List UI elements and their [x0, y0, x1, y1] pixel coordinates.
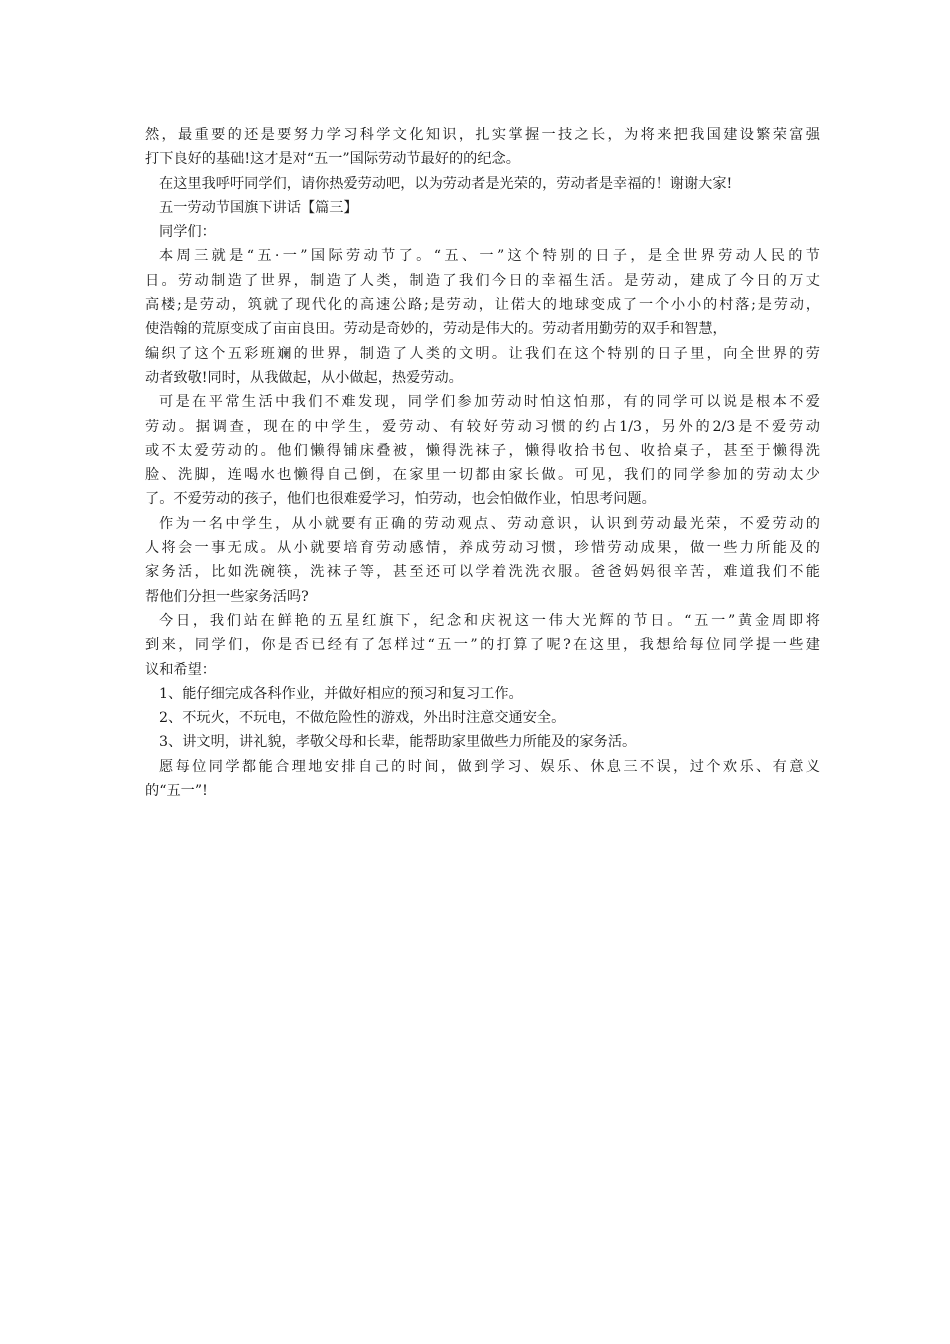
text-line: 3、讲文明，讲礼貌，孝敬父母和长辈，能帮助家里做些力所能及的家务活。 [159, 734, 637, 751]
text-line: 日。劳动制造了世界，制造了人类，制造了我们今日的幸福生活。是劳动，建成了今日的万丈 [145, 272, 820, 289]
text-line: 愿每位同学都能合理地安排自己的时间，做到学习、娱乐、休息三不误，过个欢乐、有意义 [159, 758, 820, 775]
document-body [145, 123, 820, 803]
text-line: 打下良好的基础!这才是对“五一”国际劳动节最好的的纪念。 [145, 151, 520, 168]
text-line: 同学们： [159, 224, 216, 241]
text-line: 在这里我呼吁同学们，请你热爱劳动吧，以为劳动者是光荣的，劳动者是幸福的！谢谢大家! [159, 175, 733, 192]
text-line: 动者致敬!同时，从我做起，从小做起，热爱劳动。 [145, 369, 463, 386]
text-line: 使浩翰的荒原变成了亩亩良田。劳动是奇妙的，劳动是伟大的。劳动者用勤劳的双手和智慧， [145, 321, 727, 338]
text-line: 脸、洗脚，连喝水也懒得自己倒，在家里一切都由家长做。可见，我们的同学参加的劳动太少 [145, 467, 820, 484]
text-line: 1、能仔细完成各科作业，并做好相应的预习和复习工作。 [159, 685, 523, 702]
text-line: 2、不玩火，不玩电，不做危险性的游戏，外出时注意交通安全。 [159, 710, 566, 727]
text-line: 人将会一事无成。从小就要培育劳动感情，养成劳动习惯，珍惜劳动成果，做一些力所能及的 [145, 540, 820, 557]
text-line: 可是在平常生活中我们不难发现，同学们参加劳动时怕这怕那，有的同学可以说是根本不爱 [159, 394, 820, 411]
text-line: 本周三就是“五·一”国际劳动节了。“五、一”这个特别的日子，是全世界劳动人民的节 [159, 248, 820, 265]
text-line: 到来，同学们，你是否已经有了怎样过“五一”的打算了呢?在这里，我想给每位同学提一些建 [145, 637, 820, 654]
text-line: 今日，我们站在鲜艳的五星红旗下，纪念和庆祝这一伟大光辉的节日。“五一”黄金周即将 [159, 612, 820, 629]
text-line: 家务活，比如洗碗筷，洗袜子等，甚至还可以学着洗洗衣服。爸爸妈妈很辛苦，难道我们不能 [145, 564, 820, 581]
text-line: 或不太爱劳动的。他们懒得铺床叠被，懒得洗袜子，懒得收拾书包、收拾桌子，甚至于懒得洗 [145, 442, 820, 459]
text-line: 高楼;是劳动，筑就了现代化的高速公路;是劳动，让偌大的地球变成了一个小小的村落;是劳动， [145, 297, 820, 314]
text-line: 了。不爱劳动的孩子，他们也很难爱学习，怕劳动，也会怕做作业，怕思考问题。 [145, 491, 656, 508]
text-line: 作为一名中学生，从小就要有正确的劳动观点、劳动意识，认识到劳动最光荣，不爱劳动的 [159, 515, 820, 532]
text-line: 议和希望： [145, 661, 216, 678]
text-line: 帮他们分担一些家务活吗? [145, 588, 309, 605]
text-line: 五一劳动节国旗下讲话【篇三】 [159, 199, 358, 216]
text-line: 的“五一”! [145, 783, 208, 800]
text-line: 劳动。据调查，现在的中学生，爱劳动、有较好劳动习惯的约占1/3，另外的2/3是不爱劳动 [145, 418, 820, 435]
text-line: 然，最重要的还是要努力学习科学文化知识，扎实掌握一技之长，为将来把我国建设繁荣富强 [145, 127, 820, 143]
text-line: 编织了这个五彩班斓的世界，制造了人类的文明。让我们在这个特别的日子里，向全世界的劳 [145, 345, 820, 362]
